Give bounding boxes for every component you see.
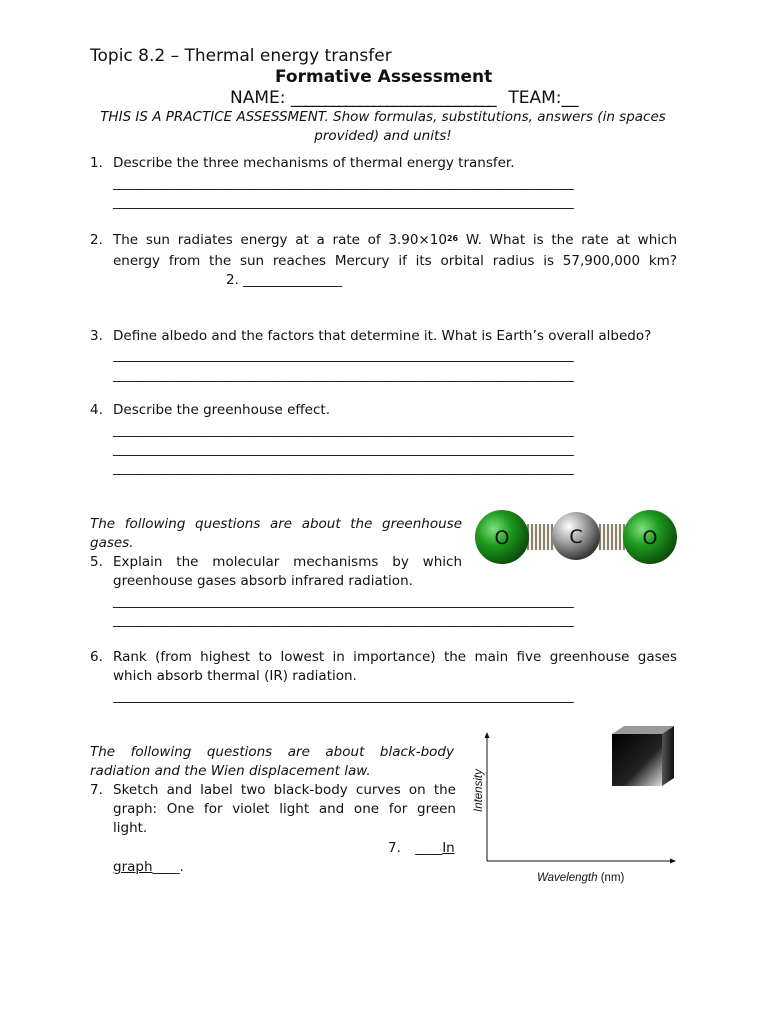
- q7-answer-label: 7.: [388, 840, 401, 856]
- name-label: NAME:: [230, 88, 286, 108]
- x-axis-label: [537, 872, 625, 884]
- q3-answer-line[interactable]: ______________________________________________________________________________: [113, 348, 574, 363]
- x-axis-arrow: [670, 859, 676, 864]
- q7-answer-cont: [113, 858, 184, 877]
- y-axis-label: Intensity: [473, 769, 485, 812]
- q2-line1: [113, 231, 677, 250]
- x-axis-label-italic: Wavelength: [537, 872, 598, 884]
- atom-label-c: C: [569, 526, 583, 548]
- team-label: TEAM:: [508, 88, 562, 108]
- q1-answer-line[interactable]: ______________________________________________________________________________: [113, 195, 574, 210]
- q5-answer-line[interactable]: ______________________________________________________________________________: [113, 594, 574, 609]
- q1-text: Describe the three mechanisms of thermal energy transfer.: [113, 155, 515, 171]
- q2-answer: [226, 271, 342, 290]
- greenhouse-intro-line2: gases.: [90, 535, 134, 551]
- q7-answer-blank-2[interactable]: ____: [152, 859, 180, 875]
- blackbody-intro-line1: The following questions are about black-body: [90, 744, 454, 760]
- q7-line2: graph: One for violet light and one for green: [113, 801, 456, 817]
- q1-answer-line[interactable]: ______________________________________________________________________________: [113, 176, 574, 191]
- atom-label-o-right: O: [642, 527, 658, 549]
- blackbody-cube-icon: [612, 726, 674, 786]
- q4-answer-line[interactable]: ______________________________________________________________________________: [113, 442, 574, 457]
- team-field[interactable]: __: [561, 88, 579, 108]
- q5-line2: greenhouse gases absorb infrared radiation.: [113, 573, 413, 589]
- q7-line1: Sketch and label two black-body curves on the: [113, 782, 456, 798]
- q2-line2: energy from the sun reaches Mercury if its orbital radius is 57,900,000 km?: [113, 253, 677, 269]
- q2-line1-b: W. What is the rate at which: [458, 232, 677, 248]
- q2-exponent: 26: [446, 234, 459, 243]
- q5-answer-line[interactable]: ______________________________________________________________________________: [113, 613, 574, 628]
- name-row: [230, 88, 578, 108]
- atom-label-o-left: O: [494, 527, 510, 549]
- q6-number: 6.: [90, 649, 103, 665]
- q4-answer-line[interactable]: ______________________________________________________________________________: [113, 461, 574, 476]
- q6-answer-line[interactable]: ______________________________________________________________________________: [113, 689, 574, 704]
- q7-answer: [388, 839, 455, 858]
- q1-number: 1.: [90, 155, 103, 171]
- x-axis-label-unit: (nm): [597, 872, 625, 884]
- q3-text: Define albedo and the factors that determine it. What is Earth’s overall albedo?: [113, 328, 652, 344]
- q4-text: Describe the greenhouse effect.: [113, 402, 330, 418]
- greenhouse-intro-line1: The following questions are about the greenhouse: [90, 516, 462, 532]
- q7-answer-in: In: [442, 840, 455, 856]
- q2-answer-label: 2.: [226, 272, 244, 288]
- instructions: THIS IS A PRACTICE ASSESSMENT. Show formulas, substitutions, answers (in spaces provided) and units!: [100, 109, 666, 144]
- q4-number: 4.: [90, 402, 103, 418]
- q2-line1-a: The sun radiates energy at a rate of 3.90×10: [113, 232, 447, 248]
- q2-answer-field[interactable]: ________________: [243, 272, 342, 288]
- q7-line3: light.: [113, 820, 148, 836]
- name-field[interactable]: ______________________________: [290, 88, 495, 108]
- q3-answer-line[interactable]: ______________________________________________________________________________: [113, 368, 574, 383]
- q7-answer-end: .: [179, 859, 184, 875]
- page-subtitle: Formative Assessment: [275, 67, 493, 87]
- q5-number: 5.: [90, 554, 103, 570]
- blackbody-intro-line2: radiation and the Wien displacement law.: [90, 763, 371, 779]
- topic-title: Topic 8.2 – Thermal energy transfer: [90, 46, 392, 66]
- q7-number: 7.: [90, 782, 103, 798]
- q3-number: 3.: [90, 328, 103, 344]
- q4-answer-line[interactable]: ______________________________________________________________________________: [113, 423, 574, 438]
- q7-answer-blank[interactable]: ____: [415, 840, 443, 856]
- co2-molecule-icon: [474, 506, 680, 568]
- q6-line1: Rank (from highest to lowest in importance) the main five greenhouse gases: [113, 649, 677, 665]
- q6-line2: which absorb thermal (IR) radiation.: [113, 668, 357, 684]
- q5-line1: Explain the molecular mechanisms by which: [113, 554, 462, 570]
- y-axis-arrow: [485, 732, 490, 738]
- q7-answer-graph: graph: [113, 859, 153, 875]
- blackbody-graph[interactable]: [466, 724, 682, 890]
- q2-number: 2.: [90, 232, 103, 248]
